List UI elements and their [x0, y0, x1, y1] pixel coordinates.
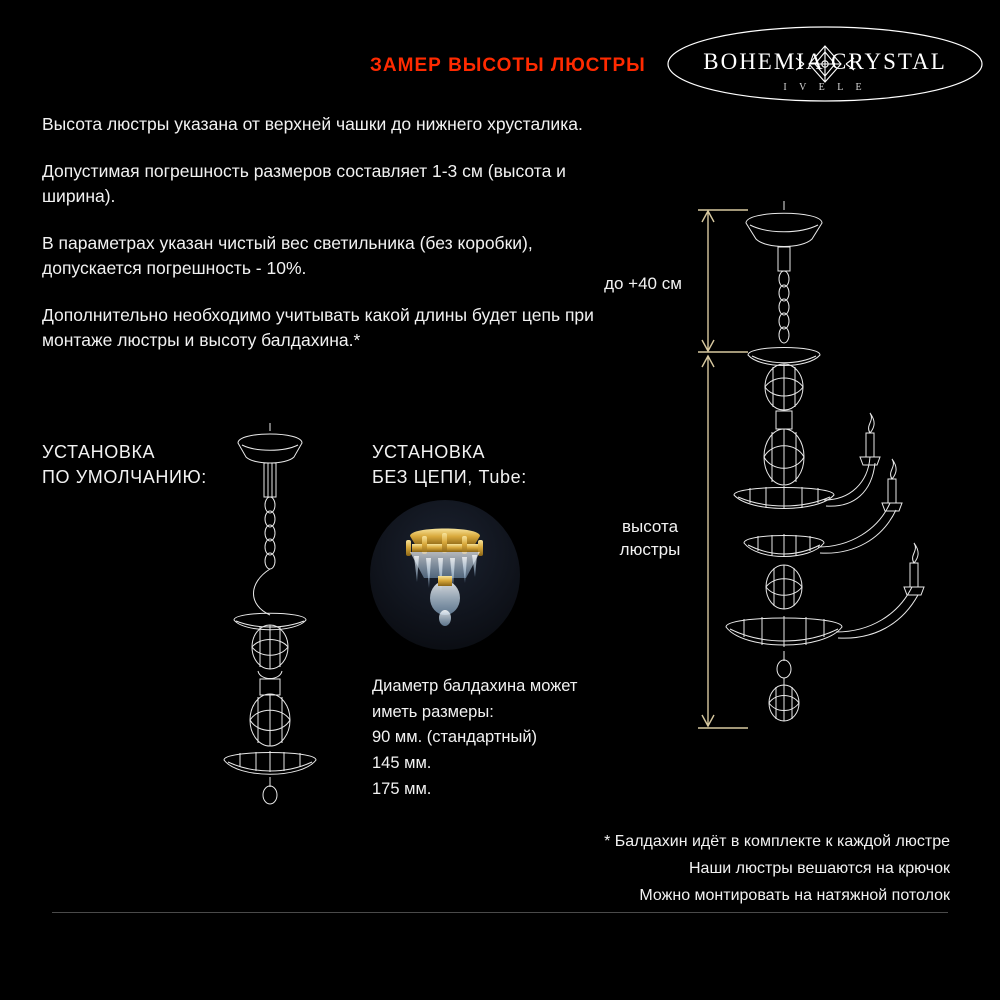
pendant-chandelier-illustration	[190, 415, 350, 825]
top-measure-label: до +40 см	[604, 274, 682, 293]
page-title: ЗАМЕР ВЫСОТЫ ЛЮСТРЫ	[370, 55, 646, 76]
default-install-caption-line2: ПО УМОЛЧАНИЮ:	[42, 467, 207, 487]
chandelier-height-label-line1: высота	[621, 517, 679, 536]
footnote-3: Можно монтировать на натяжной потолок	[639, 887, 950, 904]
footnotes-block	[440, 828, 950, 909]
brand-name: BOHEMIA CRYSTAL	[703, 49, 947, 74]
canopy-diameter-text	[372, 673, 672, 725]
nochain-install-caption-line1: УСТАНОВКА	[372, 442, 486, 462]
intro-paragraph-4: Дополнительно необходимо учитывать какой длины будет цепь при монтаже люстры и высоту балдахина.*	[42, 305, 594, 350]
canopy-diameter-line2: иметь размеры:	[372, 703, 494, 721]
product-photo-artwork	[370, 500, 520, 650]
brand-logo	[665, 22, 985, 106]
product-photo	[370, 500, 520, 650]
bottom-divider	[52, 912, 948, 913]
brand-subtitle: I V E L E	[783, 82, 867, 93]
chandelier-height-label-line2: люстры	[619, 540, 681, 559]
canopy-diameter-line1: Диаметр балдахина может	[372, 677, 578, 695]
nochain-install-caption-line2: БЕЗ ЦЕПИ, Tube:	[372, 467, 527, 487]
intro-paragraph-2: Допустимая погрешность размеров составляет 1-3 см (высота и ширина).	[42, 161, 566, 206]
canopy-size-2: 145 мм.	[372, 754, 432, 772]
intro-paragraph-1: Высота люстры указана от верхней чашки до нижнего хрусталика.	[42, 114, 583, 134]
chandelier-height-label	[600, 515, 700, 561]
footnote-1: * Балдахин идёт в комплекте к каждой люстре	[604, 833, 950, 850]
nochain-install-caption	[372, 440, 527, 490]
intro-paragraph-3: В параметрах указан чистый вес светильника (без коробки), допускается погрешность - 10%.	[42, 233, 533, 278]
canopy-size-1: 90 мм. (стандартный)	[372, 728, 538, 746]
canopy-size-list	[372, 724, 537, 802]
canopy-size-3: 175 мм.	[372, 780, 432, 798]
large-chandelier-illustration	[700, 195, 980, 740]
default-install-caption	[42, 440, 207, 490]
default-install-caption-line1: УСТАНОВКА	[42, 442, 156, 462]
intro-text-block	[42, 112, 632, 375]
footnote-2: Наши люстры вешаются на крючок	[689, 860, 950, 877]
